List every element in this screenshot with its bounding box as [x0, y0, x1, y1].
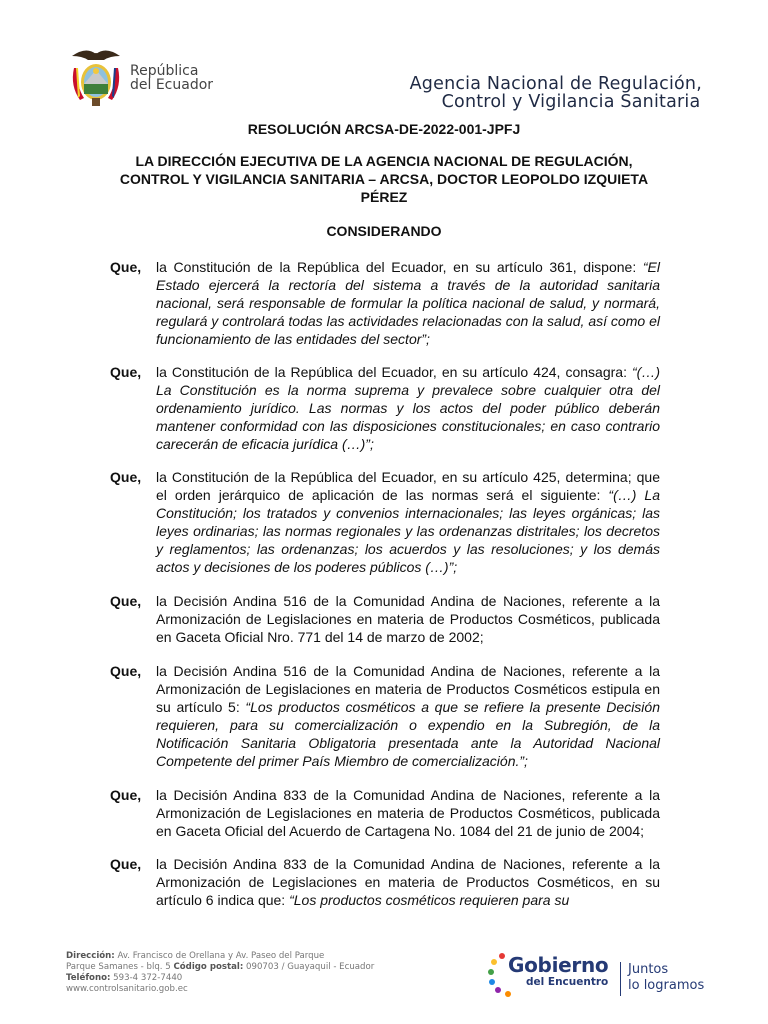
divider	[620, 962, 621, 996]
agency-line-1: Agencia Nacional de Regulación,	[409, 74, 702, 94]
que-label: Que,	[110, 364, 142, 380]
direccion-label: Dirección:	[66, 951, 115, 961]
del-ecuador-text: del Ecuador	[130, 77, 214, 93]
paragraph-text: la Decisión Andina 516 de la Comunidad Andina de Naciones, referente a la Armonización de Legislaciones en materia de Productos Cosméticos estipula en su artículo 5:	[156, 663, 660, 715]
paragraph-text: la Decisión Andina 833 de la Comunidad Andina de Naciones, referente a la Armonización de Legislaciones en materia de Productos Cosméticos, en su artículo 6 indica que:	[156, 856, 660, 908]
del-encuentro-text: del Encuentro	[526, 976, 609, 988]
juntos-text: Juntos	[628, 962, 669, 977]
paragraph-text: la Decisión Andina 516 de la Comunidad Andina de Naciones, referente a la Armonización de Legislaciones en materia de Productos Cosméticos, publicada en Gaceta Oficial Nro. 771 del 14 de marzo de 2002;	[156, 593, 660, 645]
paragraph-quote: “El Estado ejercerá la rectoría del sistema a través de la autoridad sanitaria nacional, será responsable de formular la política nacional de salud, y normará, regulará y controlará todas las actividades relacionadas con la salud, así como el funcionamiento de las entidades del sector”;	[156, 259, 660, 347]
que-label: Que,	[110, 259, 142, 275]
resolution-subtitle: LA DIRECCIÓN EJECUTIVA DE LA AGENCIA NACIONAL DE REGULACIÓN, CONTROL Y VIGILANCIA SANITARIA – ARCSA, DOCTOR LEOPOLDO IZQUIETA PÉREZ	[119, 153, 649, 205]
paragraph-quote: “Los productos cosméticos requieren para su	[289, 892, 570, 908]
paragraph-quote: “(…) La Constitución; los tratados y convenios internacionales; las leyes orgánicas; las leyes ordinarias; las normas regionales y las ordenanzas distritales; los decretos y reglamentos; las ordenanzas; los acuerdos y las resoluciones; y los demás actos y decisiones de los poderes públicos (…)”;	[156, 487, 660, 575]
paragraph-text: la Constitución de la República del Ecuador, en su artículo 425, determina; que el orden jerárquico de aplicación de las normas será el siguiente:	[156, 469, 660, 503]
paragraph-quote: “(…) La Constitución es la norma suprema y prevalece sobre cualquier otra del ordenamiento jurídico. Las normas y los actos del poder público deberán mantener conformidad con las disposiciones constitucionales; en caso contrario carecerán de eficacia jurídica (…)”;	[156, 364, 660, 452]
resolution-title: RESOLUCIÓN ARCSA-DE-2022-001-JPFJ	[247, 121, 521, 137]
paragraph-text: la Constitución de la República del Ecuador, en su artículo 361, dispone:	[156, 259, 643, 275]
footer-contact	[66, 951, 374, 995]
website-link[interactable]: www.controlsanitario.gob.ec	[66, 984, 188, 994]
gobierno-text: Gobierno	[508, 953, 609, 977]
que-label: Que,	[110, 469, 142, 485]
telefono-label: Teléfono:	[66, 973, 111, 983]
page-header	[0, 0, 768, 120]
telefono-value: 593-4 372-7440	[113, 973, 183, 983]
paragraph-text: la Decisión Andina 833 de la Comunidad Andina de Naciones, referente a la Armonización de Legislaciones en materia de Productos Cosméticos, publicada en Gaceta Oficial del Acuerdo de Cartagena No. 1084 del 21 de junio de 2004;	[156, 787, 660, 839]
que-label: Que,	[110, 593, 142, 609]
agency-name	[410, 75, 702, 111]
ecuador-coat-of-arms-icon	[66, 46, 126, 110]
gobierno-del-encuentro-logo	[488, 948, 708, 1008]
direccion-value: Av. Francisco de Orellana y Av. Paseo del Parque	[117, 951, 325, 961]
paragraph-text: la Constitución de la República del Ecuador, en su artículo 424, consagra:	[156, 364, 632, 380]
paragraph-quote: “Los productos cosméticos a que se refiere la presente Decisión requieren, para su comercialización o expendio en la Subregión, de la Notificación Sanitaria Obligatoria presentada ante la Autoridad Nacional Competente del primer País Miembro de comercialización.”;	[156, 699, 660, 769]
republica-logo	[66, 46, 213, 110]
address-line-2: Parque Samanes - blq. 5	[66, 962, 171, 972]
que-label: Que,	[110, 856, 142, 872]
republica-text: República	[130, 63, 199, 79]
que-label: Que,	[110, 787, 142, 803]
que-label: Que,	[110, 663, 142, 679]
postal-label: Código postal:	[173, 962, 244, 972]
considerando-heading: CONSIDERANDO	[326, 223, 442, 239]
postal-value: 090703 / Guayaquil - Ecuador	[246, 962, 375, 972]
lo-logramos-text: lo logramos	[628, 978, 705, 993]
agency-line-2: Control y Vigilancia Sanitaria	[441, 92, 701, 112]
